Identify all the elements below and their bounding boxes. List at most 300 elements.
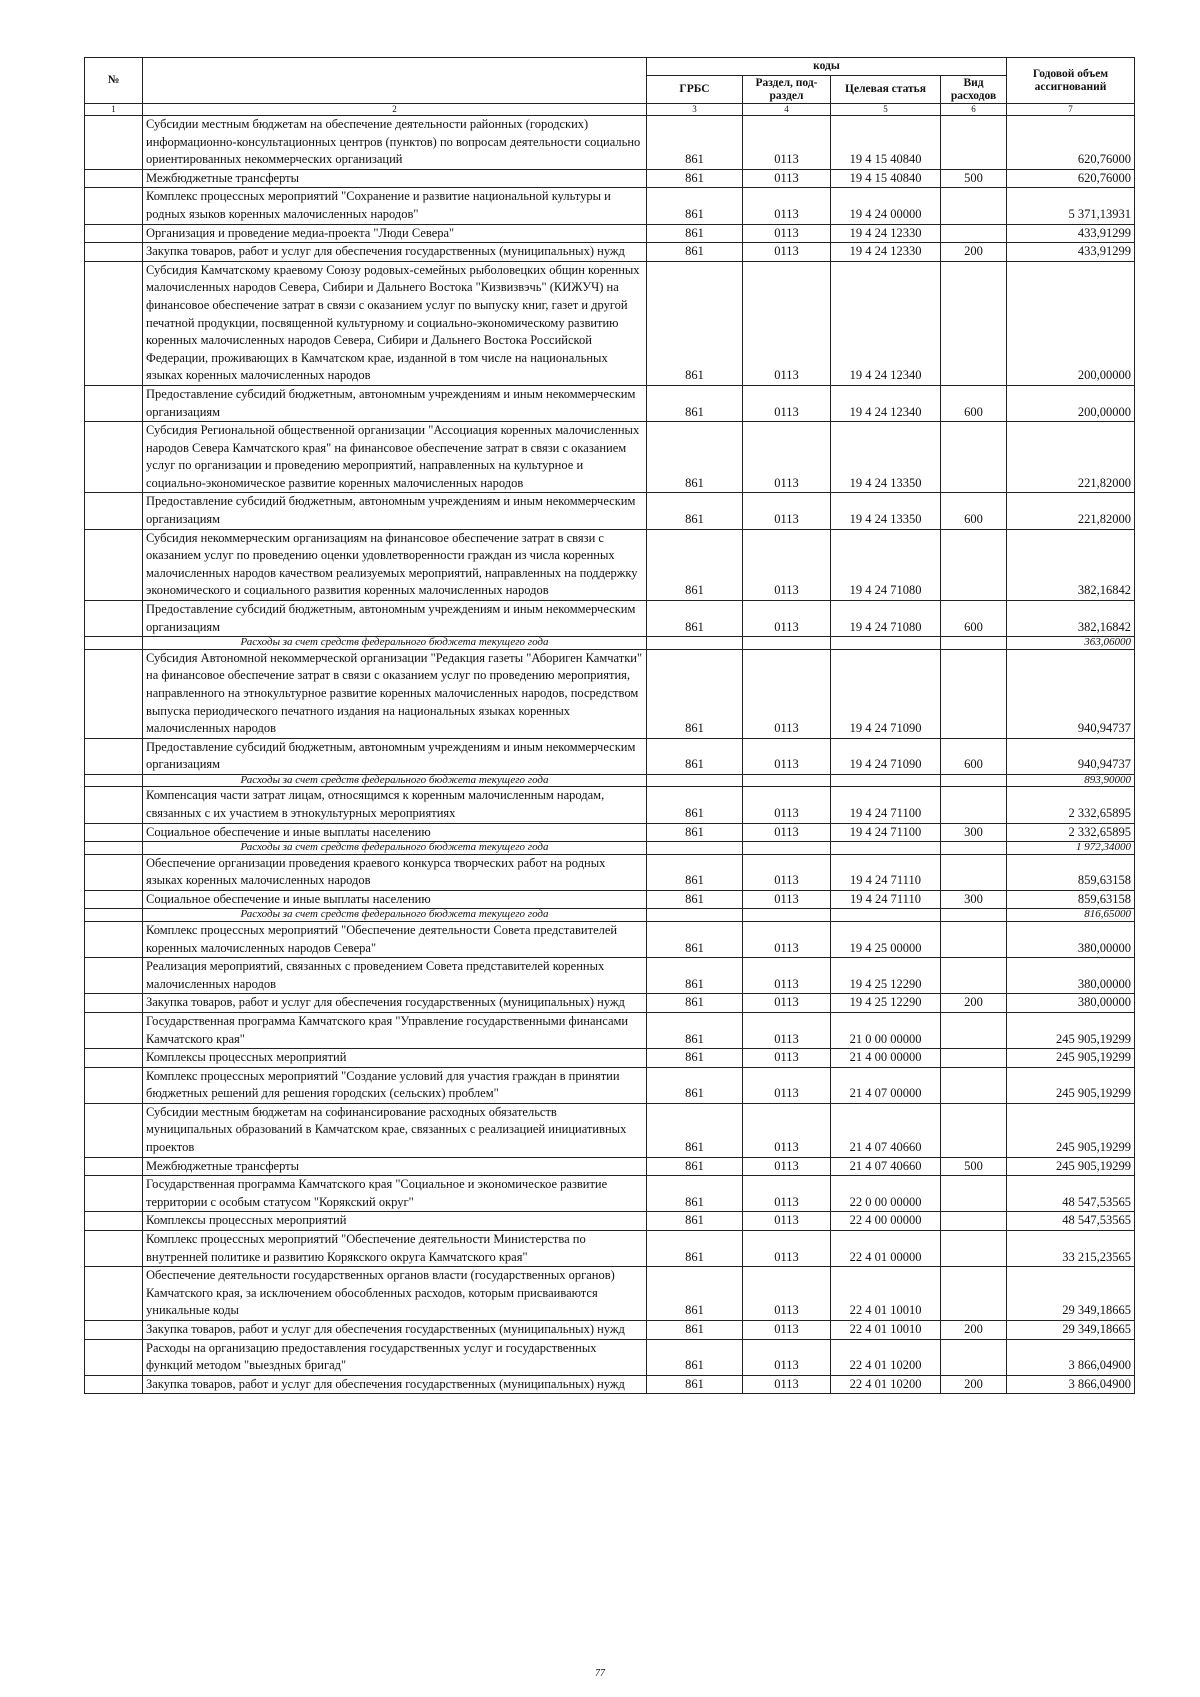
row-vid xyxy=(941,1212,1007,1231)
row-article: 19 4 24 12330 xyxy=(831,243,941,262)
row-article: 19 4 24 71100 xyxy=(831,787,941,823)
row-vid xyxy=(941,1103,1007,1157)
row-num xyxy=(85,774,143,787)
row-article: 19 4 24 12340 xyxy=(831,385,941,421)
row-amount: 5 371,13931 xyxy=(1007,188,1135,224)
row-article: 21 4 00 00000 xyxy=(831,1049,941,1068)
row-num xyxy=(85,921,143,957)
row-grbs: 861 xyxy=(647,243,743,262)
col-header-vid: Вид расходов xyxy=(941,76,1007,104)
row-num xyxy=(85,385,143,421)
row-description: Субсидии местным бюджетам на обеспечение деятельности районных (городских) информационно-консультационных центров (пунктов) по вопросам деятельности социально ориентированных некоммерческих организаций xyxy=(143,116,647,170)
table-row xyxy=(85,787,1135,823)
row-grbs: 861 xyxy=(647,787,743,823)
row-description: Субсидия Камчатскому краевому Союзу родовых-семейных рыболовецких общин коренных малочисленных народов Севера, Сибири и Дальнего Востока "Кизвизвэчь" (КИЖУЧ) на финансовое обеспечение затрат в связи с оказанием услуг по выпуску книг, газет и другой печатной продукции, посвященной культурному и социально-экономическому развитию коренных малочисленных народов Севера, Сибири и Дальнего Востока Российской Федерации, проживающих в Камчатском крае, изданной в том числе на национальных языках коренных малочисленных народов xyxy=(143,261,647,385)
row-description: Социальное обеспечение и иные выплаты населению xyxy=(143,823,647,842)
row-article: 22 4 01 00000 xyxy=(831,1231,941,1267)
row-grbs: 861 xyxy=(647,1012,743,1048)
row-description: Расходы на организацию предоставления государственных услуг и государственных функций методом "выездных бригад" xyxy=(143,1339,647,1375)
row-razdel: 0113 xyxy=(743,169,831,188)
row-num xyxy=(85,958,143,994)
row-vid xyxy=(941,1231,1007,1267)
row-grbs: 861 xyxy=(647,1103,743,1157)
table-row-federal xyxy=(85,774,1135,787)
row-description: Предоставление субсидий бюджетным, автономным учреждениям и иным некоммерческим организациям xyxy=(143,493,647,529)
row-description: Государственная программа Камчатского края "Управление государственными финансами Камчатского края" xyxy=(143,1012,647,1048)
row-article: 22 4 01 10010 xyxy=(831,1321,941,1340)
row-num xyxy=(85,1339,143,1375)
row-description: Предоставление субсидий бюджетным, автономным учреждениям и иным некоммерческим организациям xyxy=(143,601,647,637)
row-vid xyxy=(941,774,1007,787)
row-grbs: 861 xyxy=(647,1267,743,1321)
row-razdel: 0113 xyxy=(743,1012,831,1048)
budget-table xyxy=(84,57,1135,1394)
row-description: Комплекс процессных мероприятий "Обеспечение деятельности Министерства по внутренней политике и развитию Корякского округа Камчатского края" xyxy=(143,1231,647,1267)
row-description: Комплексы процессных мероприятий xyxy=(143,1049,647,1068)
row-num xyxy=(85,994,143,1013)
row-vid: 200 xyxy=(941,243,1007,262)
row-vid xyxy=(941,649,1007,738)
col-number-5: 5 xyxy=(831,104,941,116)
row-article: 19 4 24 71110 xyxy=(831,890,941,909)
col-number-2: 2 xyxy=(143,104,647,116)
row-article xyxy=(831,909,941,922)
row-article: 22 4 00 00000 xyxy=(831,1212,941,1231)
row-razdel: 0113 xyxy=(743,854,831,890)
table-row xyxy=(85,1176,1135,1212)
row-num xyxy=(85,1049,143,1068)
row-num xyxy=(85,116,143,170)
row-vid: 500 xyxy=(941,169,1007,188)
row-grbs: 861 xyxy=(647,385,743,421)
row-amount: 245 905,19299 xyxy=(1007,1157,1135,1176)
row-grbs: 861 xyxy=(647,1067,743,1103)
row-grbs: 861 xyxy=(647,224,743,243)
row-grbs: 861 xyxy=(647,1321,743,1340)
col-header-desc xyxy=(143,58,647,104)
table-row xyxy=(85,921,1135,957)
row-amount: 245 905,19299 xyxy=(1007,1049,1135,1068)
row-vid xyxy=(941,116,1007,170)
row-description: Обеспечение организации проведения краевого конкурса творческих работ на родных языках коренных малочисленных народов xyxy=(143,854,647,890)
row-grbs: 861 xyxy=(647,1212,743,1231)
row-razdel: 0113 xyxy=(743,385,831,421)
table-row xyxy=(85,649,1135,738)
row-num xyxy=(85,1212,143,1231)
col-header-num: № xyxy=(85,58,143,104)
row-description: Закупка товаров, работ и услуг для обеспечения государственных (муниципальных) нужд xyxy=(143,1375,647,1394)
row-description: Субсидия Автономной некоммерческой организации "Редакция газеты "Абориген Камчатки" на финансовое обеспечение затрат в связи с оказанием услуг по проведению мероприятия, направленного на этнокультурное развитие коренных малочисленных народов, посредством выпуска периодического печатного издания на национальных языках коренных малочисленных народов xyxy=(143,649,647,738)
table-row xyxy=(85,224,1135,243)
row-num xyxy=(85,243,143,262)
row-article: 19 4 24 13350 xyxy=(831,493,941,529)
col-number-4: 4 xyxy=(743,104,831,116)
row-amount: 859,63158 xyxy=(1007,890,1135,909)
row-razdel: 0113 xyxy=(743,921,831,957)
row-article: 19 4 24 71080 xyxy=(831,601,941,637)
row-razdel: 0113 xyxy=(743,1157,831,1176)
row-amount: 3 866,04900 xyxy=(1007,1375,1135,1394)
row-amount: 1 972,34000 xyxy=(1007,842,1135,855)
row-grbs: 861 xyxy=(647,823,743,842)
row-num xyxy=(85,1375,143,1394)
row-vid xyxy=(941,422,1007,493)
row-article: 19 4 24 12340 xyxy=(831,261,941,385)
row-amount: 859,63158 xyxy=(1007,854,1135,890)
row-description: Комплекс процессных мероприятий "Обеспечение деятельности Совета представителей коренных малочисленных народов Севера" xyxy=(143,921,647,957)
row-vid xyxy=(941,1339,1007,1375)
row-razdel: 0113 xyxy=(743,493,831,529)
row-num xyxy=(85,493,143,529)
row-razdel: 0113 xyxy=(743,958,831,994)
row-amount: 3 866,04900 xyxy=(1007,1339,1135,1375)
row-grbs: 861 xyxy=(647,1339,743,1375)
row-amount: 620,76000 xyxy=(1007,169,1135,188)
row-grbs xyxy=(647,637,743,650)
row-razdel: 0113 xyxy=(743,738,831,774)
table-row xyxy=(85,1049,1135,1068)
table-row xyxy=(85,1339,1135,1375)
table-row xyxy=(85,738,1135,774)
row-article: 21 4 07 00000 xyxy=(831,1067,941,1103)
row-vid: 200 xyxy=(941,1321,1007,1340)
row-amount: 380,00000 xyxy=(1007,921,1135,957)
row-num xyxy=(85,738,143,774)
table-row xyxy=(85,823,1135,842)
row-num xyxy=(85,890,143,909)
row-description: Комплексы процессных мероприятий xyxy=(143,1212,647,1231)
row-vid: 600 xyxy=(941,738,1007,774)
row-grbs: 861 xyxy=(647,261,743,385)
row-vid xyxy=(941,921,1007,957)
table-row xyxy=(85,1157,1135,1176)
table-row xyxy=(85,169,1135,188)
row-amount: 380,00000 xyxy=(1007,994,1135,1013)
row-razdel: 0113 xyxy=(743,1176,831,1212)
row-num xyxy=(85,1321,143,1340)
row-article: 19 4 24 13350 xyxy=(831,422,941,493)
row-razdel: 0113 xyxy=(743,188,831,224)
row-vid: 300 xyxy=(941,890,1007,909)
row-razdel: 0113 xyxy=(743,1231,831,1267)
row-amount: 245 905,19299 xyxy=(1007,1012,1135,1048)
col-header-article: Целевая статья xyxy=(831,76,941,104)
row-description: Комплекс процессных мероприятий "Создание условий для участия граждан в принятии бюджетных решений для решения городских (сельских) проблем" xyxy=(143,1067,647,1103)
row-razdel: 0113 xyxy=(743,823,831,842)
row-num xyxy=(85,823,143,842)
row-razdel: 0113 xyxy=(743,1103,831,1157)
row-description: Субсидия некоммерческим организациям на финансовое обеспечение затрат в связи с оказанием услуг по проведению оценки удовлетворенности граждан из числа коренных малочисленных народов качеством реализуемых мероприятий, направленных на поддержку экономического и социального развития коренных малочисленных народов xyxy=(143,529,647,600)
row-description: Закупка товаров, работ и услуг для обеспечения государственных (муниципальных) нужд xyxy=(143,994,647,1013)
row-razdel: 0113 xyxy=(743,1067,831,1103)
row-num xyxy=(85,169,143,188)
row-grbs: 861 xyxy=(647,1157,743,1176)
row-num xyxy=(85,1176,143,1212)
row-grbs xyxy=(647,909,743,922)
table-row xyxy=(85,529,1135,600)
row-amount: 433,91299 xyxy=(1007,224,1135,243)
row-grbs: 861 xyxy=(647,169,743,188)
row-description: Расходы за счет средств федерального бюджета текущего года xyxy=(143,637,647,650)
row-description: Закупка товаров, работ и услуг для обеспечения государственных (муниципальных) нужд xyxy=(143,243,647,262)
budget-table-sheet xyxy=(84,57,1134,1394)
row-amount: 433,91299 xyxy=(1007,243,1135,262)
row-amount: 200,00000 xyxy=(1007,385,1135,421)
row-article: 19 4 15 40840 xyxy=(831,116,941,170)
col-number-7: 7 xyxy=(1007,104,1135,116)
row-article: 22 4 01 10010 xyxy=(831,1267,941,1321)
row-razdel xyxy=(743,842,831,855)
row-description: Расходы за счет средств федерального бюджета текущего года xyxy=(143,909,647,922)
row-razdel xyxy=(743,909,831,922)
table-row xyxy=(85,1321,1135,1340)
row-vid xyxy=(941,188,1007,224)
row-num xyxy=(85,601,143,637)
row-amount: 940,94737 xyxy=(1007,649,1135,738)
row-amount: 29 349,18665 xyxy=(1007,1267,1135,1321)
row-description: Предоставление субсидий бюджетным, автономным учреждениям и иным некоммерческим организациям xyxy=(143,738,647,774)
row-amount: 245 905,19299 xyxy=(1007,1067,1135,1103)
row-vid xyxy=(941,1012,1007,1048)
row-article xyxy=(831,774,941,787)
row-article: 22 4 01 10200 xyxy=(831,1339,941,1375)
row-num xyxy=(85,1231,143,1267)
row-amount: 200,00000 xyxy=(1007,261,1135,385)
row-grbs: 861 xyxy=(647,188,743,224)
col-header-razdel: Раздел, под-раздел xyxy=(743,76,831,104)
row-grbs: 861 xyxy=(647,529,743,600)
row-razdel: 0113 xyxy=(743,224,831,243)
row-vid xyxy=(941,529,1007,600)
row-amount: 245 905,19299 xyxy=(1007,1103,1135,1157)
row-num xyxy=(85,261,143,385)
row-num xyxy=(85,422,143,493)
row-amount: 382,16842 xyxy=(1007,601,1135,637)
table-row xyxy=(85,493,1135,529)
row-razdel: 0113 xyxy=(743,1321,831,1340)
row-razdel: 0113 xyxy=(743,994,831,1013)
page-number: 77 xyxy=(595,1668,605,1679)
table-row xyxy=(85,601,1135,637)
row-description: Государственная программа Камчатского края "Социальное и экономическое развитие территории с особым статусом "Корякский округ" xyxy=(143,1176,647,1212)
row-article: 19 4 24 71080 xyxy=(831,529,941,600)
table-row-federal xyxy=(85,637,1135,650)
row-description: Межбюджетные трансферты xyxy=(143,169,647,188)
row-vid: 500 xyxy=(941,1157,1007,1176)
row-vid xyxy=(941,958,1007,994)
row-vid: 300 xyxy=(941,823,1007,842)
table-row xyxy=(85,994,1135,1013)
row-amount: 221,82000 xyxy=(1007,422,1135,493)
row-grbs: 861 xyxy=(647,890,743,909)
table-row-federal xyxy=(85,909,1135,922)
row-num xyxy=(85,1157,143,1176)
row-num xyxy=(85,649,143,738)
row-razdel: 0113 xyxy=(743,1375,831,1394)
row-num xyxy=(85,854,143,890)
row-razdel xyxy=(743,774,831,787)
row-article: 21 4 07 40660 xyxy=(831,1103,941,1157)
row-article: 19 4 24 00000 xyxy=(831,188,941,224)
row-description: Комплекс процессных мероприятий "Сохранение и развитие национальной культуры и родных языков коренных малочисленных народов" xyxy=(143,188,647,224)
row-razdel xyxy=(743,637,831,650)
row-num xyxy=(85,529,143,600)
row-num xyxy=(85,909,143,922)
row-description: Субсидии местным бюджетам на софинансирование расходных обязательств муниципальных образований в Камчатском крае, связанных с реализацией инициативных проектов xyxy=(143,1103,647,1157)
row-grbs: 861 xyxy=(647,649,743,738)
row-vid: 600 xyxy=(941,493,1007,529)
row-razdel: 0113 xyxy=(743,649,831,738)
table-row xyxy=(85,188,1135,224)
row-article: 21 0 00 00000 xyxy=(831,1012,941,1048)
table-body xyxy=(85,116,1135,1394)
row-vid: 200 xyxy=(941,1375,1007,1394)
col-number-6: 6 xyxy=(941,104,1007,116)
row-description: Организация и проведение медиа-проекта "Люди Севера" xyxy=(143,224,647,243)
row-num xyxy=(85,637,143,650)
row-description: Компенсация части затрат лицам, относящимся к коренным малочисленным народам, связанных с их участием в этнокультурных мероприятиях xyxy=(143,787,647,823)
table-row xyxy=(85,1103,1135,1157)
row-article xyxy=(831,842,941,855)
row-amount: 29 349,18665 xyxy=(1007,1321,1135,1340)
row-article: 21 4 07 40660 xyxy=(831,1157,941,1176)
row-amount: 382,16842 xyxy=(1007,529,1135,600)
row-grbs: 861 xyxy=(647,493,743,529)
row-grbs: 861 xyxy=(647,422,743,493)
row-article: 19 4 15 40840 xyxy=(831,169,941,188)
row-num xyxy=(85,1012,143,1048)
table-row xyxy=(85,854,1135,890)
row-razdel: 0113 xyxy=(743,1267,831,1321)
row-razdel: 0113 xyxy=(743,1339,831,1375)
row-amount: 893,90000 xyxy=(1007,774,1135,787)
row-vid: 600 xyxy=(941,385,1007,421)
row-amount: 363,06000 xyxy=(1007,637,1135,650)
row-amount: 816,65000 xyxy=(1007,909,1135,922)
row-description: Субсидия Региональной общественной организации "Ассоциация коренных малочисленных народов Севера Камчатского края" на финансовое обеспечение затрат в связи с оказанием услуг по организации и проведению мероприятий, направленных на культурное и социально-экономическое развитие коренных малочисленных народов xyxy=(143,422,647,493)
table-row xyxy=(85,116,1135,170)
row-amount: 33 215,23565 xyxy=(1007,1231,1135,1267)
row-article: 19 4 24 12330 xyxy=(831,224,941,243)
row-article: 19 4 24 71090 xyxy=(831,738,941,774)
row-vid: 600 xyxy=(941,601,1007,637)
row-vid xyxy=(941,842,1007,855)
row-vid: 200 xyxy=(941,994,1007,1013)
row-article: 19 4 24 71100 xyxy=(831,823,941,842)
table-row xyxy=(85,1212,1135,1231)
col-header-codes: коды xyxy=(647,58,1007,76)
table-row xyxy=(85,243,1135,262)
table-row xyxy=(85,1012,1135,1048)
row-description: Расходы за счет средств федерального бюджета текущего года xyxy=(143,842,647,855)
row-article: 19 4 24 71090 xyxy=(831,649,941,738)
row-article xyxy=(831,637,941,650)
row-vid xyxy=(941,787,1007,823)
row-razdel: 0113 xyxy=(743,261,831,385)
row-description: Обеспечение деятельности государственных органов власти (государственных органов) Камчатского края, за исключением обособленных расходов, которым присваиваются уникальные коды xyxy=(143,1267,647,1321)
row-razdel: 0113 xyxy=(743,1212,831,1231)
row-amount: 221,82000 xyxy=(1007,493,1135,529)
row-grbs: 861 xyxy=(647,1176,743,1212)
row-amount: 48 547,53565 xyxy=(1007,1212,1135,1231)
row-vid xyxy=(941,909,1007,922)
row-grbs: 861 xyxy=(647,738,743,774)
col-number-1: 1 xyxy=(85,104,143,116)
row-amount: 2 332,65895 xyxy=(1007,823,1135,842)
row-razdel: 0113 xyxy=(743,787,831,823)
row-grbs: 861 xyxy=(647,1231,743,1267)
row-amount: 2 332,65895 xyxy=(1007,787,1135,823)
row-grbs xyxy=(647,842,743,855)
row-description: Закупка товаров, работ и услуг для обеспечения государственных (муниципальных) нужд xyxy=(143,1321,647,1340)
row-description: Реализация мероприятий, связанных с проведением Совета представителей коренных малочисленных народов xyxy=(143,958,647,994)
row-num xyxy=(85,1067,143,1103)
row-grbs: 861 xyxy=(647,921,743,957)
table-row xyxy=(85,958,1135,994)
row-amount: 620,76000 xyxy=(1007,116,1135,170)
col-header-grbs: ГРБС xyxy=(647,76,743,104)
table-row xyxy=(85,1375,1135,1394)
table-row xyxy=(85,1231,1135,1267)
row-num xyxy=(85,224,143,243)
row-amount: 380,00000 xyxy=(1007,958,1135,994)
col-number-3: 3 xyxy=(647,104,743,116)
row-num xyxy=(85,842,143,855)
table-row xyxy=(85,422,1135,493)
row-grbs: 861 xyxy=(647,116,743,170)
table-row xyxy=(85,1067,1135,1103)
row-grbs: 861 xyxy=(647,1375,743,1394)
row-grbs xyxy=(647,774,743,787)
row-description: Социальное обеспечение и иные выплаты населению xyxy=(143,890,647,909)
row-article: 19 4 24 71110 xyxy=(831,854,941,890)
row-razdel: 0113 xyxy=(743,529,831,600)
row-vid xyxy=(941,224,1007,243)
row-article: 19 4 25 12290 xyxy=(831,994,941,1013)
row-article: 22 4 01 10200 xyxy=(831,1375,941,1394)
row-razdel: 0113 xyxy=(743,601,831,637)
row-article: 22 0 00 00000 xyxy=(831,1176,941,1212)
row-vid xyxy=(941,1267,1007,1321)
row-grbs: 861 xyxy=(647,994,743,1013)
col-header-volume: Годовой объем ассигнований xyxy=(1007,58,1135,104)
row-vid xyxy=(941,1176,1007,1212)
row-article: 19 4 25 12290 xyxy=(831,958,941,994)
row-amount: 48 547,53565 xyxy=(1007,1176,1135,1212)
table-row xyxy=(85,1267,1135,1321)
table-row xyxy=(85,261,1135,385)
row-razdel: 0113 xyxy=(743,422,831,493)
row-razdel: 0113 xyxy=(743,243,831,262)
row-razdel: 0113 xyxy=(743,890,831,909)
row-num xyxy=(85,1103,143,1157)
row-vid xyxy=(941,854,1007,890)
row-description: Межбюджетные трансферты xyxy=(143,1157,647,1176)
row-article: 19 4 25 00000 xyxy=(831,921,941,957)
table-row xyxy=(85,385,1135,421)
row-num xyxy=(85,1267,143,1321)
row-grbs: 861 xyxy=(647,601,743,637)
row-grbs: 861 xyxy=(647,854,743,890)
row-num xyxy=(85,787,143,823)
row-grbs: 861 xyxy=(647,1049,743,1068)
row-description: Расходы за счет средств федерального бюджета текущего года xyxy=(143,774,647,787)
row-num xyxy=(85,188,143,224)
row-amount: 940,94737 xyxy=(1007,738,1135,774)
row-vid xyxy=(941,637,1007,650)
row-vid xyxy=(941,1049,1007,1068)
row-razdel: 0113 xyxy=(743,116,831,170)
